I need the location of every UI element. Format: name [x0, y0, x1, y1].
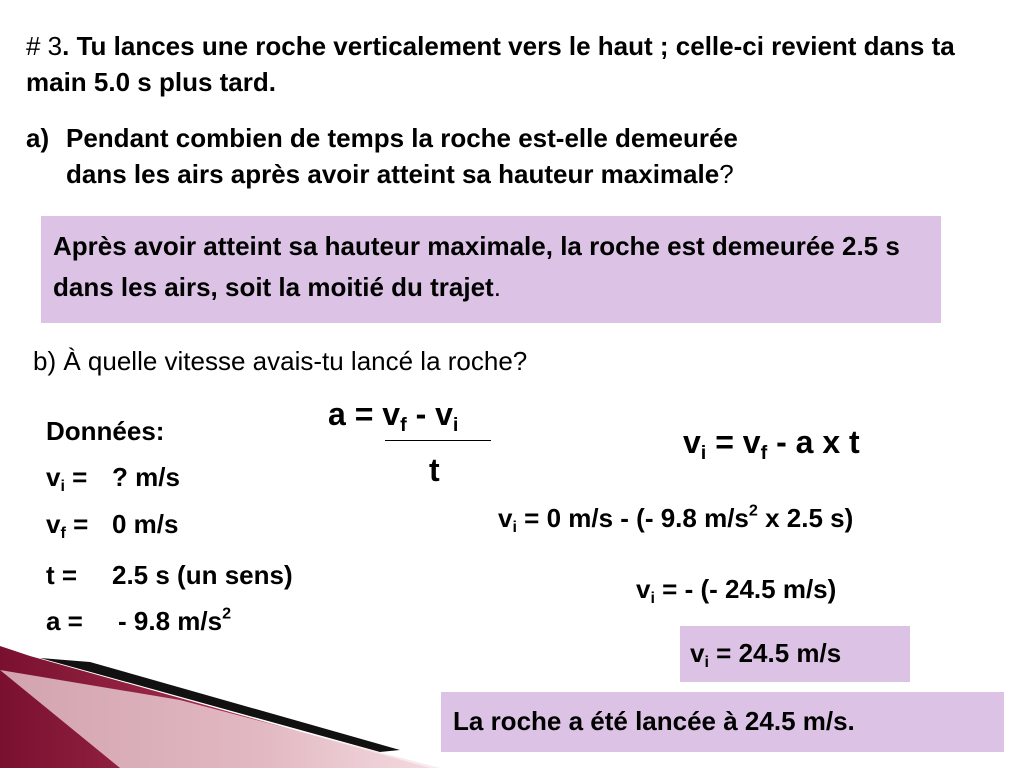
decorative-wave	[0, 600, 1024, 768]
answer-a-text: Après avoir atteint sa hauteur maximale, la roche est demeurée 2.5 s dans les airs, soit la moitié du trajet	[53, 231, 900, 302]
equation-step: $v_i$ = - (- 24.5 m/s)	[636, 574, 837, 607]
conclusion-text: La roche a été lancée à 24.5 m/s.	[453, 706, 855, 736]
data-a-label: a =	[46, 606, 83, 636]
part-a-question	[26, 120, 1006, 192]
data-row-a: a = - 9.8 $m/s^2$	[46, 604, 232, 636]
question-body: . Tu lances une roche verticalement vers le haut ; celle-ci revient dans ta main 5.0 s plus tard.	[26, 31, 955, 97]
part-a-label: a)	[26, 123, 50, 153]
data-t-value: 2.5 s (un sens)	[112, 560, 293, 590]
part-b-question: b) À quelle vitesse avais-tu lancé la roche?	[33, 346, 528, 376]
formula-numerator: $a = v_f - v_i$	[328, 396, 459, 436]
data-row-vi: $v_i$ = ? m/s	[46, 462, 180, 495]
data-vi-value: ? m/s	[112, 462, 180, 492]
data-title: Données:	[46, 416, 165, 446]
equation-result: $v_i = 24.5$ m/s	[680, 626, 910, 682]
part-a-end: ?	[719, 159, 734, 189]
question-text	[26, 28, 1016, 100]
equation-substitution: $v_i = 0$ m/s - (- 9.8 $m/s^2$ x 2.5 s)	[498, 501, 854, 536]
question-number: # 3	[26, 31, 63, 61]
part-a-line1: Pendant combien de temps la roche est-elle demeurée	[66, 123, 738, 153]
formula-denominator: t	[429, 452, 440, 488]
data-t-label: t =	[46, 560, 78, 590]
data-row-t	[46, 560, 293, 591]
data-row-vf: $v_f = 0$ m/s	[46, 509, 179, 542]
data-a-value: - 9.8 m/s	[118, 606, 223, 636]
data-vf-value: 0 m/s	[112, 509, 179, 539]
answer-a-end: .	[493, 272, 501, 302]
part-a-line2: dans les airs après avoir atteint sa hauteur maximale	[66, 159, 720, 189]
fraction-bar	[385, 440, 491, 441]
answer-a-box	[41, 216, 941, 323]
equation-rearranged: $v_i = v_f - a$ x t	[683, 424, 860, 464]
